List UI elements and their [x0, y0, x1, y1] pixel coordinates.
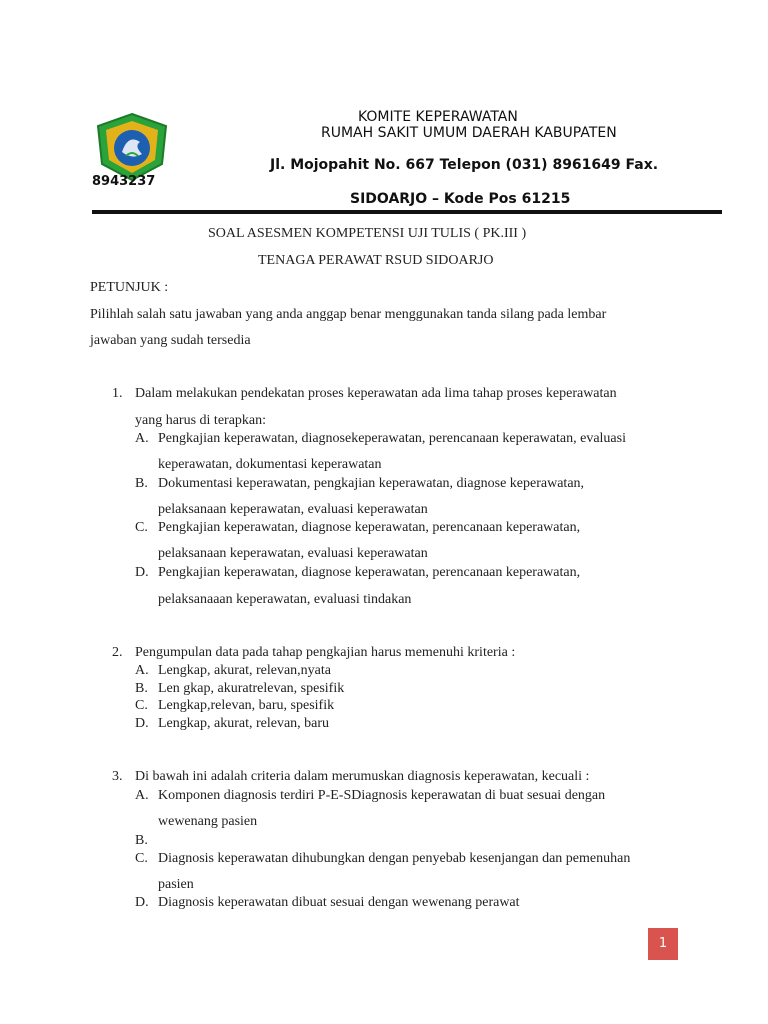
option-letter: B. — [135, 476, 148, 491]
instruction-line-1: Pilihlah salah satu jawaban yang anda anggap benar menggunakan tanda silang pada lembar — [90, 307, 607, 322]
option-letter: C. — [135, 698, 148, 713]
option-text: Lengkap,relevan, baru, spesifik — [158, 698, 335, 713]
committee-name: KOMITE KEPERAWATAN — [358, 109, 518, 125]
header-divider — [92, 210, 722, 214]
question-text-cont: yang harus di terapkan: — [135, 413, 267, 428]
question-text: Dalam melakukan pendekatan proses keperawatan ada lima tahap proses keperawatan — [135, 386, 617, 401]
page-number-badge: 1 — [648, 928, 678, 960]
exam-subtitle: TENAGA PERAWAT RSUD SIDOARJO — [258, 253, 494, 268]
option-letter: B. — [135, 833, 148, 848]
option-text-cont: pasien — [158, 877, 194, 892]
hospital-address: Jl. Mojopahit No. 667 Telepon (031) 8961649 Fax. — [270, 157, 659, 173]
option-letter: B. — [135, 681, 148, 696]
question-number: 1. — [112, 386, 123, 401]
option-text: Lengkap, akurat, relevan, baru — [158, 716, 330, 731]
option-letter: C. — [135, 851, 148, 866]
option-letter: D. — [135, 895, 149, 910]
option-text-cont: pelaksanaan keperawatan, evaluasi keperawatan — [158, 546, 428, 561]
question-text: Di bawah ini adalah criteria dalam merumuskan diagnosis keperawatan, kecuali : — [135, 769, 590, 784]
option-letter: A. — [135, 431, 149, 446]
option-text-cont: keperawatan, dokumentasi keperawatan — [158, 457, 382, 472]
option-text: Komponen diagnosis terdiri P-E-SDiagnosis keperawatan di buat sesuai dengan — [158, 788, 606, 803]
option-text: Diagnosis keperawatan dibuat sesuai dengan wewenang perawat — [158, 895, 520, 910]
option-text: Len gkap, akuratrelevan, spesifik — [158, 681, 345, 696]
option-letter: A. — [135, 788, 149, 803]
instruction-line-2: jawaban yang sudah tersedia — [90, 333, 251, 348]
fax-number-partial: 8943237 — [92, 174, 156, 189]
question-number: 3. — [112, 769, 123, 784]
option-text-cont: pelaksanaan keperawatan, evaluasi keperawatan — [158, 502, 428, 517]
city-postcode: SIDOARJO – Kode Pos 61215 — [350, 191, 571, 207]
hospital-name: RUMAH SAKIT UMUM DAERAH KABUPATEN — [321, 125, 617, 141]
option-text-cont: pelaksanaaan keperawatan, evaluasi tindakan — [158, 592, 412, 607]
option-letter: A. — [135, 663, 149, 678]
option-text: Diagnosis keperawatan dihubungkan dengan penyebab kesenjangan dan pemenuhan — [158, 851, 631, 866]
option-text: Pengkajian keperawatan, diagnosekeperawatan, perencanaan keperawatan, evaluasi — [158, 431, 626, 446]
option-letter: C. — [135, 520, 148, 535]
option-text-cont: wewenang pasien — [158, 814, 258, 829]
exam-title: SOAL ASESMEN KOMPETENSI UJI TULIS ( PK.III ) — [208, 226, 527, 241]
option-letter: D. — [135, 716, 149, 731]
option-text: Dokumentasi keperawatan, pengkajian keperawatan, diagnose keperawatan, — [158, 476, 585, 491]
instruction-label: PETUNJUK : — [90, 280, 169, 295]
question-text: Pengumpulan data pada tahap pengkajian harus memenuhi kriteria : — [135, 645, 516, 660]
option-text: Lengkap, akurat, relevan,nyata — [158, 663, 331, 678]
question-number: 2. — [112, 645, 123, 660]
option-letter: D. — [135, 565, 149, 580]
option-text: Pengkajian keperawatan, diagnose keperawatan, perencanaan keperawatan, — [158, 520, 581, 535]
option-text: Pengkajian keperawatan, diagnose keperawatan, perencanaan keperawatan, — [158, 565, 581, 580]
hospital-logo — [92, 112, 172, 182]
